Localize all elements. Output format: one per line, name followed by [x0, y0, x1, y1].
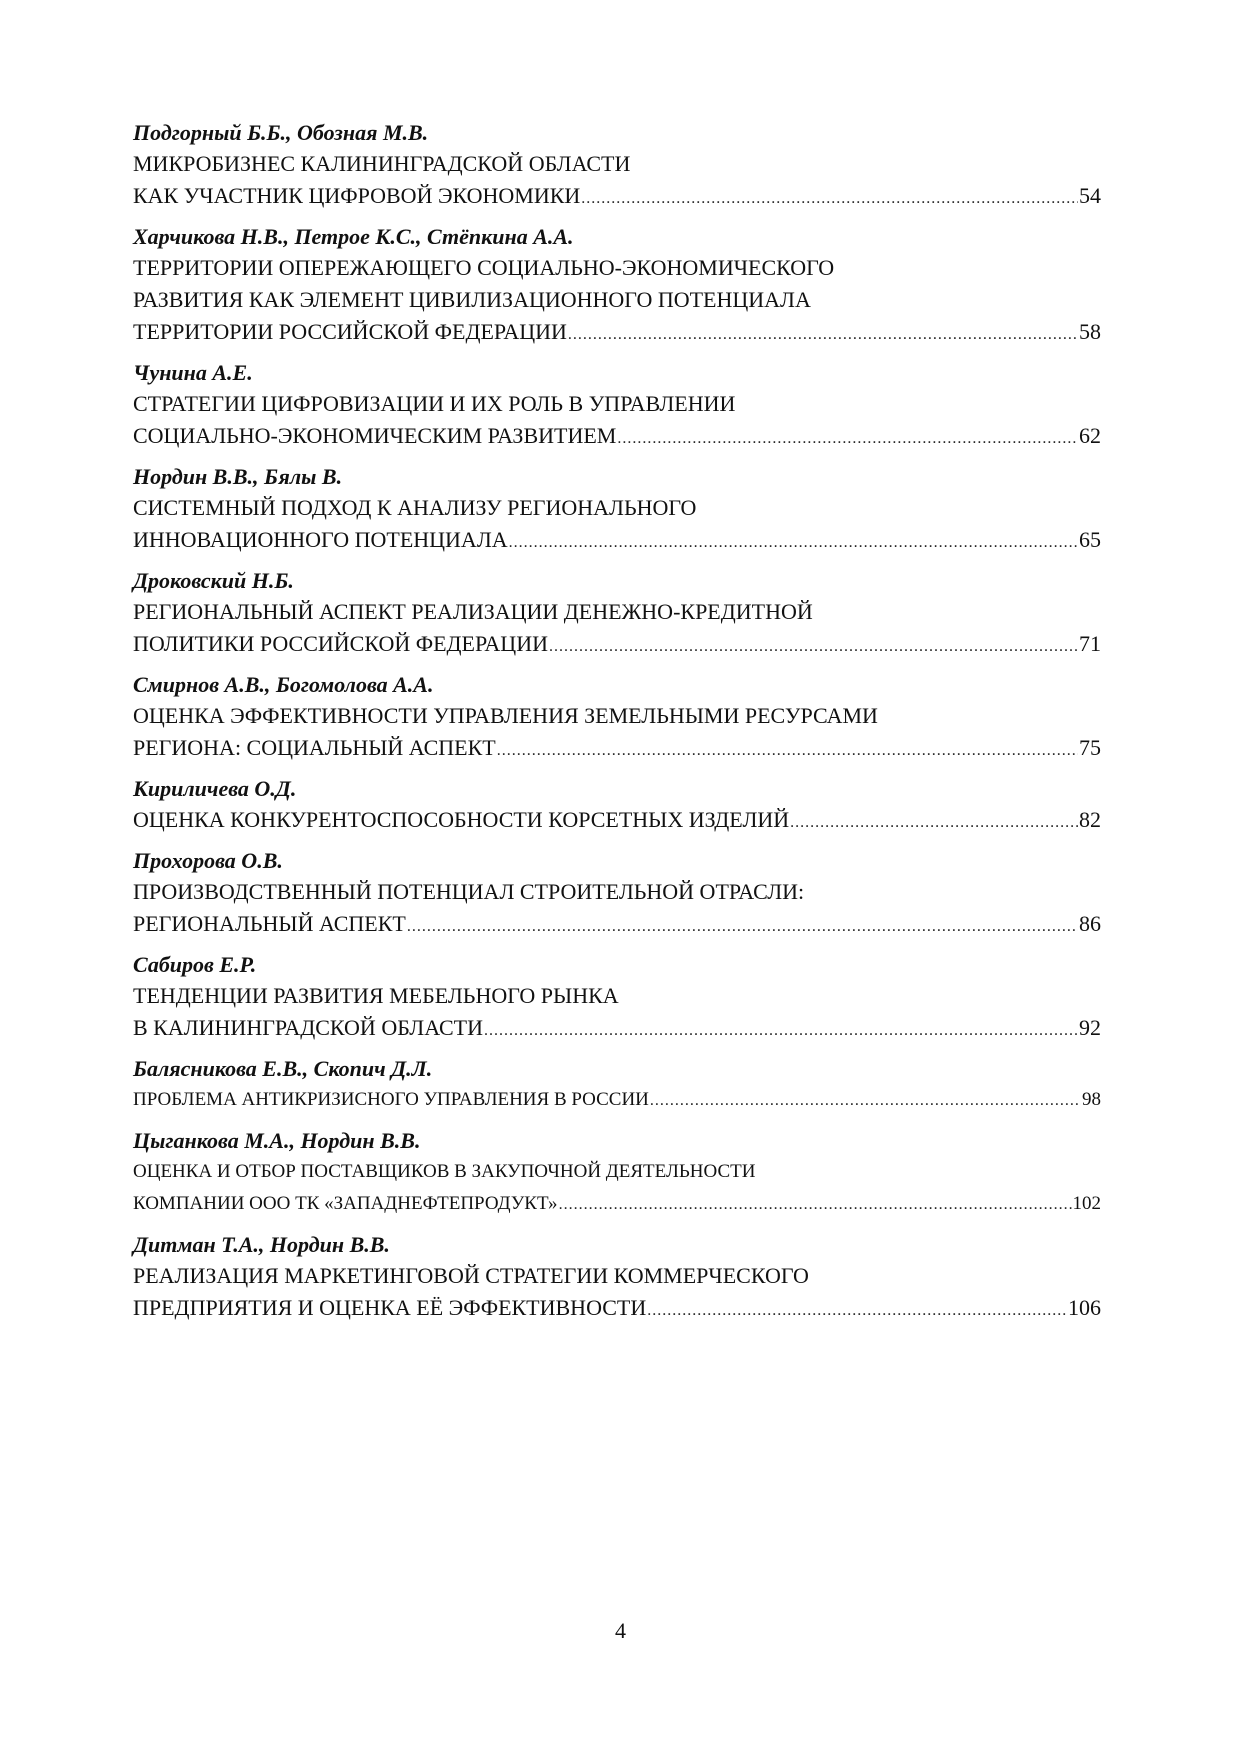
toc-entry-page: 75: [1079, 735, 1101, 760]
toc-entry-title-line: РЕГИОНАЛЬНЫЙ АСПЕКТ: [133, 911, 406, 936]
toc-entry-last-line: [133, 180, 1101, 212]
toc-entry-page: 65: [1079, 527, 1101, 552]
toc-entry-title-line: ТЕРРИТОРИИ РОССИЙСКОЙ ФЕДЕРАЦИИ: [133, 319, 567, 344]
toc-entry-title-line: ТЕНДЕНЦИИ РАЗВИТИЯ МЕБЕЛЬНОГО РЫНКА: [133, 983, 619, 1008]
toc-entry: [133, 1054, 1101, 1116]
toc-entry-authors: Сабиров Е.Р.: [133, 952, 257, 977]
toc-entry-last-line: [133, 1084, 1101, 1116]
toc-entry-title-line: ПРЕДПРИЯТИЯ И ОЦЕНКА ЕЁ ЭФФЕКТИВНОСТИ: [133, 1295, 647, 1320]
table-of-contents: [133, 118, 1101, 1334]
toc-entry-authors: Харчикова Н.В., Петрое К.С., Стёпкина А.А.: [133, 224, 574, 249]
toc-entry-authors: Смирнов А.В., Богомолова А.А.: [133, 672, 434, 697]
toc-entry-last-line: [133, 524, 1101, 556]
toc-entry-title-line: СИСТЕМНЫЙ ПОДХОД К АНАЛИЗУ РЕГИОНАЛЬНОГО: [133, 495, 697, 520]
toc-entry: [133, 670, 1101, 764]
toc-entry-title-line: РЕГИОНАЛЬНЫЙ АСПЕКТ РЕАЛИЗАЦИИ ДЕНЕЖНО-КРЕДИТНОЙ: [133, 599, 813, 624]
toc-entry: [133, 846, 1101, 940]
toc-entry-title-line: СТРАТЕГИИ ЦИФРОВИЗАЦИИ И ИХ РОЛЬ В УПРАВЛЕНИИ: [133, 391, 736, 416]
dot-leader: [484, 1015, 1078, 1047]
toc-entry-last-line: [133, 316, 1101, 348]
toc-entry: [133, 950, 1101, 1044]
toc-entry-page: 82: [1079, 807, 1101, 832]
dot-leader: [617, 423, 1078, 455]
toc-entry-page: 92: [1079, 1015, 1101, 1040]
toc-entry-authors: Нордин В.В., Бялы В.: [133, 464, 343, 489]
toc-entry: [133, 462, 1101, 556]
toc-entry-title-line: МИКРОБИЗНЕС КАЛИНИНГРАДСКОЙ ОБЛАСТИ: [133, 151, 631, 176]
toc-entry-last-line: [133, 1012, 1101, 1044]
toc-entry-title-line: ПОЛИТИКИ РОССИЙСКОЙ ФЕДЕРАЦИИ: [133, 631, 548, 656]
toc-entry-title-line: В КАЛИНИНГРАДСКОЙ ОБЛАСТИ: [133, 1015, 484, 1040]
toc-entry-last-line: [133, 1188, 1101, 1220]
toc-entry-page: 58: [1079, 319, 1101, 344]
toc-entry-title-line: ПРОБЛЕМА АНТИКРИЗИСНОГО УПРАВЛЕНИЯ В РОССИИ: [133, 1089, 649, 1110]
toc-entry-title-line: КАК УЧАСТНИК ЦИФРОВОЙ ЭКОНОМИКИ: [133, 183, 581, 208]
dot-leader: [559, 1189, 1072, 1221]
toc-entry-page: 106: [1068, 1295, 1101, 1320]
toc-entry: [133, 566, 1101, 660]
toc-entry-last-line: [133, 420, 1101, 452]
toc-entry-page: 71: [1079, 631, 1101, 656]
toc-entry-last-line: [133, 628, 1101, 660]
dot-leader: [497, 735, 1078, 767]
toc-entry-page: 62: [1079, 423, 1101, 448]
toc-entry-authors: Чунина А.Е.: [133, 360, 253, 385]
dot-leader: [509, 527, 1078, 559]
toc-entry-title-line: СОЦИАЛЬНО-ЭКОНОМИЧЕСКИМ РАЗВИТИЕМ: [133, 423, 617, 448]
toc-entry-authors: Цыганкова М.А., Нордин В.В.: [133, 1128, 421, 1153]
toc-entry-title-line: ОЦЕНКА И ОТБОР ПОСТАВЩИКОВ В ЗАКУПОЧНОЙ ДЕЯТЕЛЬНОСТИ: [133, 1161, 756, 1182]
toc-entry-authors: Подгорный Б.Б., Обозная М.В.: [133, 120, 429, 145]
dot-leader: [790, 807, 1078, 839]
toc-entry-title-line: РЕАЛИЗАЦИЯ МАРКЕТИНГОВОЙ СТРАТЕГИИ КОММЕРЧЕСКОГО: [133, 1263, 809, 1288]
toc-entry-title-line: ТЕРРИТОРИИ ОПЕРЕЖАЮЩЕГО СОЦИАЛЬНО-ЭКОНОМИЧЕСКОГО: [133, 255, 835, 280]
toc-entry-authors: Кириличева О.Д.: [133, 776, 297, 801]
toc-entry-title-line: ОЦЕНКА КОНКУРЕНТОСПОСОБНОСТИ КОРСЕТНЫХ ИЗДЕЛИЙ: [133, 807, 790, 832]
toc-entry: [133, 118, 1101, 212]
dot-leader: [650, 1085, 1081, 1117]
toc-entry-authors: Прохорова О.В.: [133, 848, 283, 873]
toc-entry: [133, 1230, 1101, 1324]
page-number: 4: [615, 1618, 626, 1643]
toc-entry: [133, 1126, 1101, 1220]
toc-entry-title-line: ОЦЕНКА ЭФФЕКТИВНОСТИ УПРАВЛЕНИЯ ЗЕМЕЛЬНЫМИ РЕСУРСАМИ: [133, 703, 878, 728]
toc-entry: [133, 774, 1101, 836]
toc-entry-last-line: [133, 732, 1101, 764]
toc-entry-authors: Дитман Т.А., Нордин В.В.: [133, 1232, 390, 1257]
dot-leader: [407, 911, 1078, 943]
dot-leader: [581, 183, 1078, 215]
toc-entry-title-line: КОМПАНИИ ООО ТК «ЗАПАДНЕФТЕПРОДУКТ»: [133, 1193, 558, 1214]
toc-entry-page: 86: [1079, 911, 1101, 936]
toc-entry-page: 102: [1072, 1193, 1101, 1214]
toc-entry: [133, 222, 1101, 348]
toc-entry-title-line: ПРОИЗВОДСТВЕННЫЙ ПОТЕНЦИАЛ СТРОИТЕЛЬНОЙ ОТРАСЛИ:: [133, 879, 805, 904]
toc-entry-title-line: РАЗВИТИЯ КАК ЭЛЕМЕНТ ЦИВИЛИЗАЦИОННОГО ПОТЕНЦИАЛА: [133, 287, 811, 312]
toc-entry-page: 98: [1082, 1089, 1101, 1110]
toc-entry-page: 54: [1079, 183, 1101, 208]
toc-entry-last-line: [133, 804, 1101, 836]
toc-entry-authors: Дроковский Н.Б.: [133, 568, 294, 593]
toc-entry-last-line: [133, 908, 1101, 940]
dot-leader: [549, 631, 1078, 663]
toc-entry-authors: Балясникова Е.В., Скопич Д.Л.: [133, 1056, 433, 1081]
toc-entry-title-line: ИННОВАЦИОННОГО ПОТЕНЦИАЛА: [133, 527, 508, 552]
toc-entry: [133, 358, 1101, 452]
toc-entry-last-line: [133, 1292, 1101, 1324]
dot-leader: [568, 319, 1078, 351]
dot-leader: [647, 1295, 1067, 1327]
toc-entry-title-line: РЕГИОНА: СОЦИАЛЬНЫЙ АСПЕКТ: [133, 735, 496, 760]
